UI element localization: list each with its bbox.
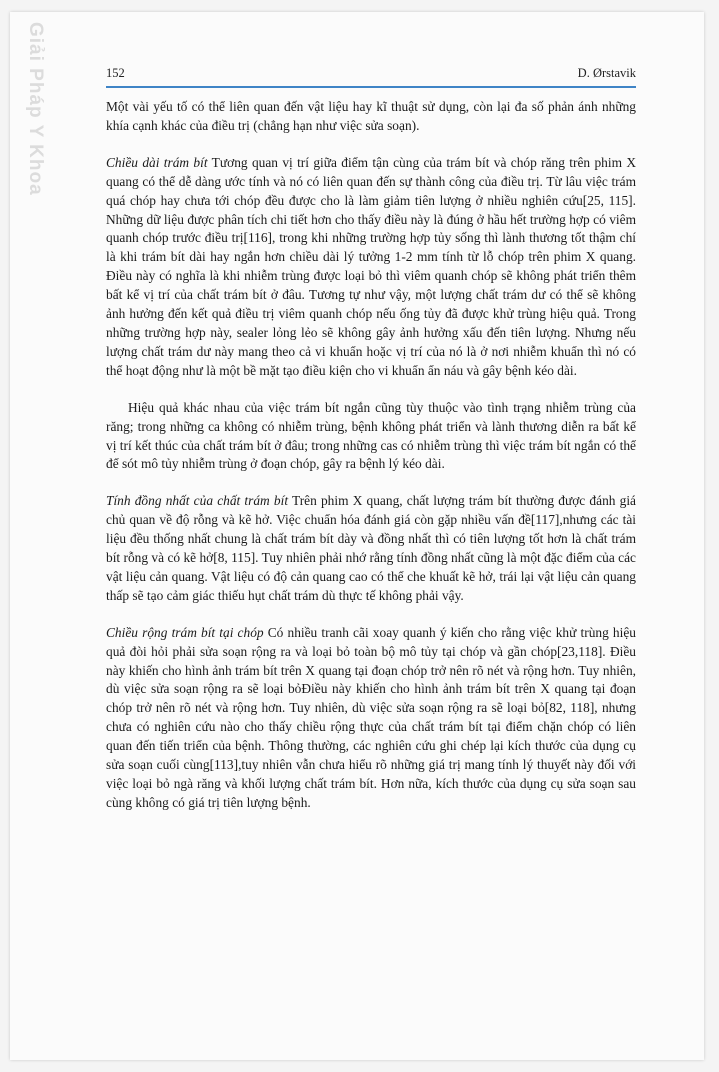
paragraph — [106, 492, 636, 605]
paragraph-text: Có nhiều tranh cãi xoay quanh ý kiến cho rằng việc khử trùng hiệu quả đòi hỏi phải sửa soạn rộng ra và loại bỏ toàn bộ mô tủy tại chóp và gần chóp[23,118]. Điều này khiến cho hình ảnh trám bít trên X quang tại đoạn chóp trở nên rõ nét và rộng hơn. Tuy nhiên, dù việc sửa soạn rộng ra sẽ loại bỏĐiều này khiến cho hình ảnh trám bít trên X quang tại đoạn chóp trở nên rõ nét và rộng hơn. Tuy nhiên, dù việc sửa soạn rộng ra sẽ loại bỏ[82, 118], nhưng chưa có nghiên cứu nào cho thấy chiều rộng thực của chất trám bít tại điểm chặn chóp có liên quan đến tiến triển của bệnh. Thông thường, các nghiên cứu ghi chép lại kích thước của dụng cụ sửa soạn cuối cùng[113],tuy nhiên vẫn chưa hiểu rõ những giá trị mang tính lý thuyết này đối với việc loại bỏ ngà răng và khối lượng chất trám bít. Hơn nữa, kích thước của dụng cụ sửa soạn sau cùng không có giá trị tiên lượng bệnh. — [106, 624, 636, 810]
document-page — [10, 12, 704, 1060]
paragraph-heading: Chiều rộng trám bít tại chóp — [106, 624, 264, 640]
paragraph — [106, 399, 636, 475]
paragraph-text: Một vài yếu tố có thể liên quan đến vật liệu hay kĩ thuật sử dụng, còn lại đa số phản ánh những khía cạnh khác của điều trị (chẳng hạn như việc sửa soạn). — [106, 99, 636, 133]
watermark: Giải Pháp Y Khoa — [25, 22, 46, 196]
paragraph-heading: Chiều dài trám bít — [106, 154, 208, 170]
paragraph — [106, 98, 636, 136]
page-number: 152 — [106, 66, 125, 80]
paragraph — [106, 624, 636, 813]
running-author: D. Ørstavik — [577, 66, 636, 80]
paragraph-text: Tương quan vị trí giữa điểm tận cùng của trám bít và chóp răng trên phim X quang có thể dễ dàng ước tính và nó có liên quan đến sự thành công của điều trị. Từ lâu việc trám quá chóp hay chưa tới chóp đều được cho là làm giảm tiên lượng ở nhiều nghiên cứu[25, 115]. Những dữ liệu được phân tích chi tiết hơn cho thấy điều này là đúng ở hầu hết trường hợp có viêm quanh chóp trước điều trị[116], trong khi những trường hợp tủy sống thì lành thương tốt thậm chí là khi trám bít dài hay ngắn hơn chiều dài lý tưởng 1-2 mm tính từ lỗ chóp trên phim X quang. Điều này có nghĩa là khi nhiễm trùng được loại bỏ thì viêm quanh chóp sẽ không phát triển thêm bất kể vị trí của chất trám bít ở đâu. Tương tự như vậy, một lượng chất trám dư có thể sẽ không ảnh hưởng đến kết quả điều trị viêm quanh chóp nếu ống tủy đã được khử trùng hiệu quả. Trong những trường hợp này, sealer lỏng lẻo sẽ không gây ảnh hưởng xấu đến tiên lượng. Nhưng nếu lượng chất trám dư này mang theo cả vi khuẩn hoặc vị trí của nó là ở nơi nhiễm khuẩn thì nó có thể hoạt động như là một bề mặt tạo điều kiện cho vi khuẩn ẩn náu và gây bệnh kéo dài. — [106, 154, 636, 378]
paragraph-text: Hiệu quả khác nhau của việc trám bít ngắn cũng tùy thuộc vào tình trạng nhiễm trùng của răng; trong những ca không có nhiễm trùng, bệnh không phát triển và lành thương diễn ra bất kể vị trí kết thúc của chất trám bít ở đâu; trong những cas có nhiễm trùng thì việc trám bít ngắn có thể để sót mô tủy nhiễm trùng ở đoạn chóp, gây ra bệnh lý kéo dài. — [106, 399, 636, 472]
paragraph-heading: Tính đồng nhất của chất trám bít — [106, 493, 289, 509]
running-header — [106, 66, 636, 81]
paragraph-text: Trên phim X quang, chất lượng trám bít thường được đánh giá chủ quan về độ rỗng và kẽ hở. Việc chuẩn hóa đánh giá còn gặp nhiều vấn đề[117],nhưng các tài liệu đều thống nhất chung là chất trám bít dày và đồng nhất thì có tiên lượng tốt hơn là chất trám bít rỗng và có kẽ hở[8, 115]. Tuy nhiên phải nhớ rằng tính đồng nhất cũng là một đặc điểm của các vật liệu cản quang. Vật liệu có độ cản quang cao có thể che khuất kẽ hở, trái lại vật liệu cản quang thấp sẽ tạo cảm giác thiếu hụt chất trám dù thực tế không phải vậy. — [106, 493, 636, 603]
body-text — [106, 98, 636, 831]
header-rule — [106, 86, 636, 88]
paragraph — [106, 154, 636, 381]
